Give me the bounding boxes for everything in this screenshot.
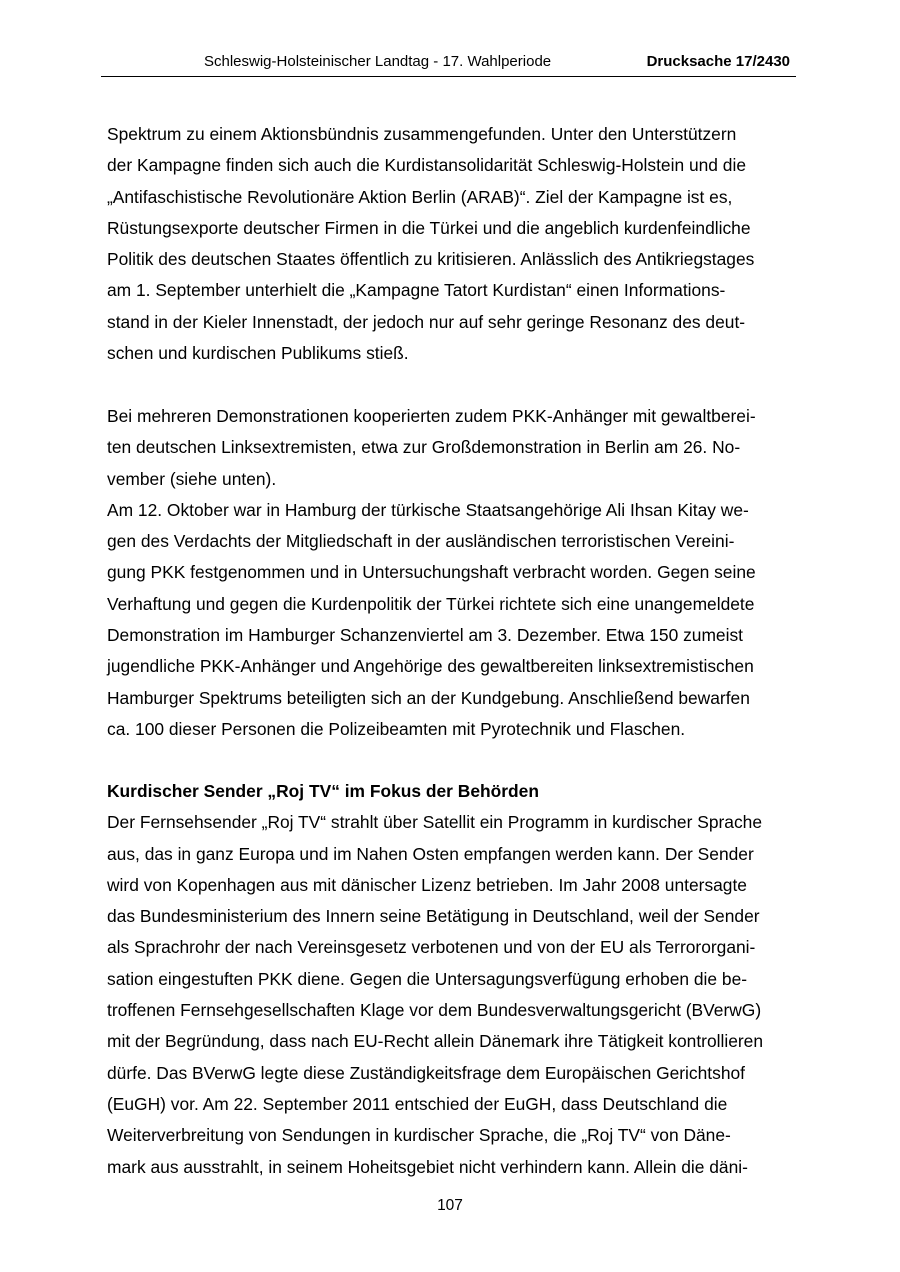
text-line: ca. 100 dieser Personen die Polizeibeamten mit Pyrotechnik und Flaschen.	[107, 718, 686, 739]
text-line: mark aus ausstrahlt, in seinem Hoheitsgebiet nicht verhindern kann. Allein die däni-	[107, 1156, 748, 1177]
text-line: wird von Kopenhagen aus mit dänischer Lizenz betrieben. Im Jahr 2008 untersagte	[107, 874, 747, 895]
text-line: „Antifaschistische Revolutionäre Aktion Berlin (ARAB)“. Ziel der Kampagne ist es,	[107, 186, 733, 207]
text-line: ten deutschen Linksextremisten, etwa zur Großdemonstration in Berlin am 26. No-	[107, 437, 741, 458]
header-title: Schleswig-Holsteinischer Landtag - 17. Wahlperiode	[204, 53, 552, 70]
text-line: Bei mehreren Demonstrationen kooperierten zudem PKK-Anhänger mit gewaltberei-	[107, 406, 756, 426]
text-line: Am 12. Oktober war in Hamburg der türkische Staatsangehörige Ali Ihsan Kitay we-	[107, 499, 749, 520]
text-line: dürfe. Das BVerwG legte diese Zuständigkeitsfrage dem Europäischen Gerichtshof	[107, 1062, 745, 1083]
section-roj-tv	[107, 776, 797, 1183]
text-line: jugendliche PKK-Anhänger und Angehörige des gewaltbereiten linksextremistischen	[107, 656, 754, 677]
header-drucksache-number: Drucksache 17/2430	[646, 53, 790, 70]
text-line: vember (siehe unten).	[107, 468, 277, 489]
text-line: Spektrum zu einem Aktionsbündnis zusammengefunden. Unter den Unterstützern	[107, 124, 737, 144]
text-line: gen des Verdachts der Mitgliedschaft in der ausländischen terroristischen Vereini-	[107, 531, 735, 552]
text-line: Verhaftung und gegen die Kurdenpolitik der Türkei richtete sich eine unangemeldete	[107, 593, 755, 614]
text-line: Hamburger Spektrums beteiligten sich an der Kundgebung. Anschließend bewarfen	[107, 687, 750, 708]
page-header	[101, 52, 796, 77]
text-line: Politik des deutschen Staates öffentlich zu kritisieren. Anlässlich des Antikriegstages	[107, 249, 755, 270]
text-line: mit der Begründung, dass nach EU-Recht allein Dänemark ihre Tätigkeit kontrollieren	[107, 1031, 764, 1052]
text-line: der Kampagne finden sich auch die Kurdistansolidarität Schleswig-Holstein und die	[107, 155, 746, 176]
text-line: aus, das in ganz Europa und im Nahen Osten empfangen werden kann. Der Sender	[107, 843, 754, 864]
page-number: 107	[437, 1197, 463, 1214]
text-line: gung PKK festgenommen und in Untersuchungshaft verbracht worden. Gegen seine	[107, 562, 756, 583]
text-line: schen und kurdischen Publikums stieß.	[107, 343, 409, 364]
text-line: Weiterverbreitung von Sendungen in kurdischer Sprache, die „Roj TV“ von Däne-	[107, 1125, 731, 1146]
text-line: (EuGH) vor. Am 22. September 2011 entschied der EuGH, dass Deutschland die	[107, 1093, 728, 1114]
paragraph-1	[107, 119, 797, 369]
text-line: stand in der Kieler Innenstadt, der jedoch nur auf sehr geringe Resonanz des deut-	[107, 311, 746, 332]
text-line: das Bundesministerium des Innern seine Betätigung in Deutschland, weil der Sender	[107, 906, 760, 927]
text-line: als Sprachrohr der nach Vereinsgesetz verbotenen und von der EU als Terrororgani-	[107, 937, 756, 958]
text-line: Demonstration im Hamburger Schanzenviertel am 3. Dezember. Etwa 150 zumeist	[107, 625, 743, 646]
text-line: sation eingestuften PKK diene. Gegen die Untersagungsverfügung erhoben die be-	[107, 968, 748, 989]
text-line: Der Fernsehsender „Roj TV“ strahlt über Satellit ein Programm in kurdischer Sprache	[107, 812, 762, 833]
text-line: am 1. September unterhielt die „Kampagne Tatort Kurdistan“ einen Informations-	[107, 280, 726, 301]
paragraph-2	[107, 401, 797, 745]
text-line: Rüstungsexporte deutscher Firmen in die Türkei und die angeblich kurdenfeindliche	[107, 217, 751, 238]
text-line: troffenen Fernsehgesellschaften Klage vor dem Bundesverwaltungsgericht (BVerwG)	[107, 1000, 762, 1021]
section-heading: Kurdischer Sender „Roj TV“ im Fokus der Behörden	[107, 781, 539, 801]
